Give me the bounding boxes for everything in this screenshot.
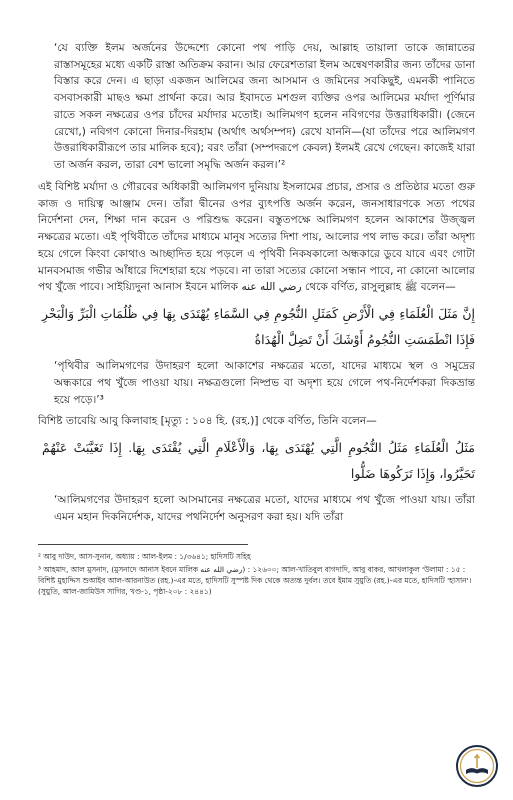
arabic-quote-2: مَثَلُ الْعُلَمَاءِ مَثَلُ النُّجُومِ الَّتِي يُهْتَدَى بِهَا، وَالْأَعْلَامِ الَّتِي يُقْتَدَى بِهَا. إِذَا تَغَيَّبَتْ عَنْهُمْ تَحَيَّرُوا، وَإِذَا تَرَكُوهَا ضَلُّوا bbox=[42, 440, 475, 481]
body-paragraph-2: এই বিশিষ্ট মর্যাদা ও গৌরবের অধিকারী আলিমগণ দুনিয়ায় ইসলামের প্রচার, প্রসার ও প্রতিষ্ঠার মতো গুরু কাজ ও দায়িত্ব আঞ্জাম দেন। তাঁরা দ্বীনের ওপর ব্যুৎপত্তি অর্জন করেন, জনসাধারণকে সত্য পথের নির্দেশনা দেন, শিক্ষা দান করেন ও পরিশুদ্ধ করেন। বস্তুতপক্ষে আলিমগণ হলেন আকাশের উজ্জ্বল নক্ষত্রের মতো। এই পৃথিবীতে তাঁদের মাধ্যমে মানুষ সত্যের দিশা পায়, আলোর পথ লাভ করে। তাঁরা অদৃশ্য হয়ে গেলে কিংবা কোথাও আচ্ছাদিত হয়ে পড়লে এ পৃথিবী নিকষকালো অন্ধকারে ডুবে যাবে এবং গোটা মানবসমাজ গভীর আঁধারে দিশেহারা হয়ে পড়বে। না তারা সত্যের কোনো সন্ধান পাবে, না কোনো আলোর পথ খুঁজে পাবে। সাইয়্যিদুনা আনাস ইবনে মালিক رضي الله عنه থেকে বর্ণিত, রাসুলুল্লাহ ﷺ বলেন— bbox=[38, 180, 475, 294]
arabic-hadith-1: إِنَّ مَثَلَ الْعُلَمَاءِ فِي الْأَرْضِ كَمَثَلِ النُّجُومِ فِي السَّمَاءِ يُهْتَدَى بِهَا فِي ظُلُمَاتِ الْبَرِّ وَالْبَحْرِ فَإِذَا انْطَمَسَتِ النُّجُومُ أَوْشَكَ أَنْ تَضِلَّ الْهُدَاةُ bbox=[42, 306, 475, 347]
footnote-1: ² আবু দাউদ, আস-সুনান, অধ্যায় : আল-ইলম : ১/৩৬৪১; হাদিসটি সহিহ bbox=[38, 551, 251, 561]
quote-paragraph-1: ‘যে ব্যক্তি ইলম অর্জনের উদ্দেশ্যে কোনো পথ পাড়ি দেয়, আল্লাহ তায়ালা তাকে জান্নাতের রাস্তাসমূহের মধ্যে একটি রাস্তা অতিক্রম করান। আর ফেরেশতারা ইলম অন্বেষণকারীর জন্য তাঁদের ডানা বিস্তার করে দেন। এ ছাড়া একজন আলিমের জন্য আসমান ও জমিনের সবকিছুই, এমনকী পানিতে বসবাসকারী মাছও ক্ষমা প্রার্থনা করে। আর ইবাদতে মশগুল ব্যক্তির ওপর আলিমের মর্যাদা পূর্ণিমার রাতে সকল নক্ষত্রের ওপর চাঁদের মর্যাদার মতোই। আলিমগণ হলেন নবিগণের উত্তরাধিকারী। (জেনে রেখো,) নবিগণ কোনো দিনার-দিরহাম (অর্থাৎ অর্থসম্পদ) রেখে যাননি—(যা তাঁদের পরে আলিমগণ উত্তরাধিকারীরূপে তার মালিক হবে); বরং তাঁরা (সম্পদরূপে কেবল) ইলমই রেখে গেছেন। কাজেই যারা তা অর্জন করল, তারা বেশ ভালো সমৃদ্ধি অর্জন করল।’² bbox=[54, 42, 475, 172]
translation-paragraph-3: ‘পৃথিবীর আলিমগণের উদাহরণ হলো আকাশের নক্ষত্রের মতো, যাদের মাধ্যমে স্থল ও সমুদ্রের অন্ধকারে পথ খুঁজে পাওয়া যায়। নক্ষত্রগুলো নিষ্প্রভ বা অদৃশ্য হয়ে গেলে পথ-নির্দেশকরা দিকভ্রান্ত হয়ে পড়ে।’³ bbox=[54, 360, 475, 406]
body-paragraph-4: বিশিষ্ট তাবেয়ি আবু কিলাবাহ [মৃত্যু : ১০৪ হি. (রহ.)] থেকে বর্ণিত, তিনি বলেন— bbox=[38, 415, 377, 428]
book-emblem-icon bbox=[455, 744, 499, 788]
translation-paragraph-5: ‘আলিমগণের উদাহরণ হলো আসমানের নক্ষত্রের মতো, যাদের মাধ্যমে পথ খুঁজে পাওয়া যায়। তাঁরা এমন মহান দিকনির্দেশক, যাদের পথনির্দেশ অনুসরণ করা হয়। যদি তাঁরা bbox=[54, 494, 475, 524]
footnote-2: ³ আহমাদ, আল মুসনাদ, (মুসনাদে আনাস ইবনে মালিক رضي الله عنه) : ১২৬০০; আল-খাতিবুল বাগদাদি, আবু বাকর, আখলাকুল 'উলামা : ১৫ : বিশিষ্ট মুহাদ্দিস শুআইব আল-আরনাউত (রহ.)-এর মতে, হাদিসটি সুস্পষ্ট দিক থেকে অত্যন্ত দুর্বল। তবে ইমাম সুয়ুতি (রহ.)-এর মতে, হাদিসটি 'হাসান'। (সুয়ুতি, আল-জামিউস সাগির, খণ্ড-১, পৃষ্ঠা-২০৮ : ২৪৪১) bbox=[38, 565, 472, 597]
footnote-divider bbox=[38, 544, 248, 545]
